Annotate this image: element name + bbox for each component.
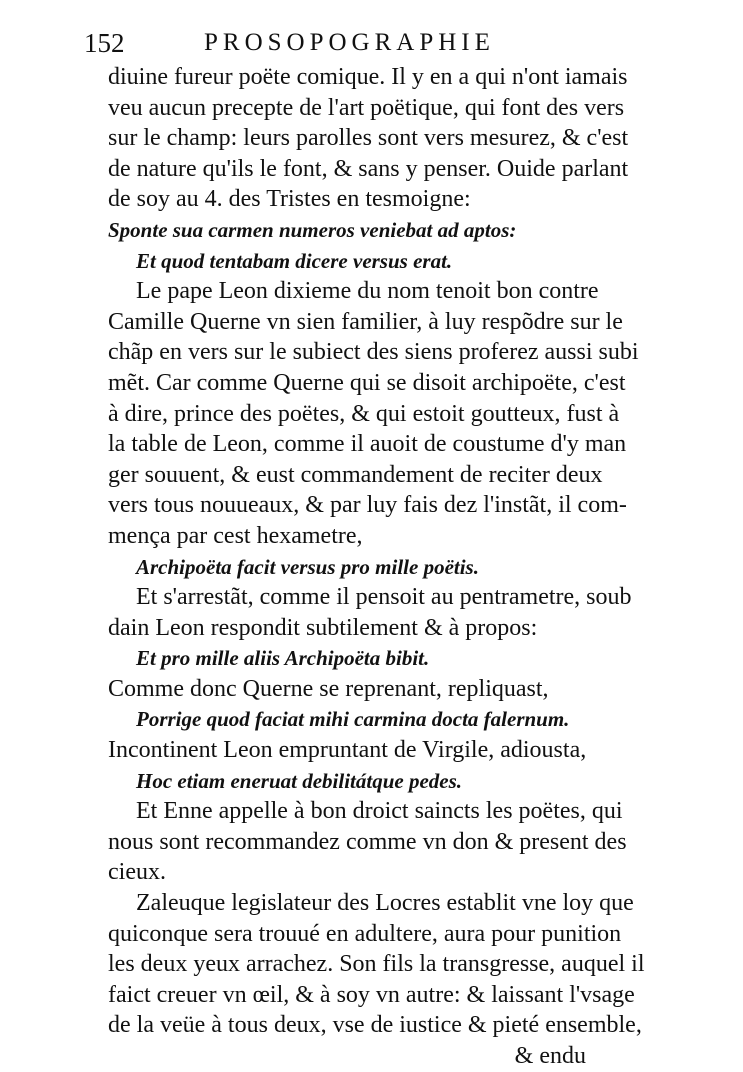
verse-line: Porrige quod faciat mihi carmina docta falernum. <box>136 707 570 732</box>
text-line: Et Enne appelle à bon droict saincts les poëtes, qui <box>136 798 623 825</box>
text-line: à dire, prince des poëtes, & qui estoit goutteux, fust à <box>108 400 620 427</box>
page-header <box>84 28 584 58</box>
text-line: diuine fureur poëte comique. Il y en a qui n'ont iamais <box>108 64 628 90</box>
text-line: vers tous nouueaux, & par luy fais dez l'instãt, il com- <box>108 492 627 519</box>
page-number: 152 <box>84 28 125 58</box>
text-line: Le pape Leon dixieme du nom tenoit bon contre <box>136 278 599 305</box>
body-text <box>108 62 645 1072</box>
catchword: & endu <box>514 1043 586 1069</box>
text-line: Comme donc Querne se reprenant, repliquast, <box>108 675 549 702</box>
text-line: mẽt. Car comme Querne qui se disoit archipoëte, c'est <box>108 369 626 396</box>
text-line: Camille Querne vn sien familier, à luy respõdre sur le <box>108 308 623 335</box>
text-line: Zaleuque legislateur des Locres establit vne loy que <box>136 890 634 917</box>
text-line: de soy au 4. des Tristes en tesmoigne: <box>108 186 471 213</box>
text-line: quiconque sera trouué en adultere, aura pour punition <box>108 920 622 947</box>
text-line: les deux yeux arrachez. Son fils la transgresse, auquel il <box>108 951 645 978</box>
verse-line: Et pro mille aliis Archipoëta bibit. <box>136 646 430 671</box>
verse-line: Sponte sua carmen numeros veniebat ad aptos: <box>108 217 517 242</box>
verse-line: Et quod tentabam dicere versus erat. <box>136 248 453 273</box>
text-line: la table de Leon, comme il auoit de coustume d'y man <box>108 431 627 458</box>
text-line: ger souuent, & eust commandement de reciter deux <box>108 461 603 488</box>
text-line: dain Leon respondit subtilement & à propos: <box>108 614 538 641</box>
text-line: mença par cest hexametre, <box>108 522 363 549</box>
text-line: veu aucun precepte de l'art poëtique, qui font des vers <box>108 94 625 121</box>
text-line: cieux. <box>108 859 166 886</box>
verse-line: Archipoëta facit versus pro mille poëtis. <box>136 554 479 579</box>
text-line: faict creuer vn œil, & à soy vn autre: & laissant l'vsage <box>108 981 635 1008</box>
text-line: chãp en vers sur le subiect des siens proferez aussi subi <box>108 339 639 366</box>
text-line: nous sont recommandez comme vn don & present des <box>108 828 627 855</box>
running-head: PROSOPOGRAPHIE <box>204 29 495 56</box>
text-line: Incontinent Leon empruntant de Virgile, adiousta, <box>108 737 587 764</box>
verse-line: Hoc etiam eneruat debilitátque pedes. <box>136 768 463 793</box>
text-line: Et s'arrestãt, comme il pensoit au pentrametre, soub <box>136 584 632 611</box>
text-line: de la veüe à tous deux, vse de iustice & pieté ensemble, <box>108 1012 642 1039</box>
text-line: sur le champ: leurs parolles sont vers mesurez, & c'est <box>108 125 629 152</box>
text-line: de nature qu'ils le font, & sans y penser. Ouide parlant <box>108 155 629 182</box>
